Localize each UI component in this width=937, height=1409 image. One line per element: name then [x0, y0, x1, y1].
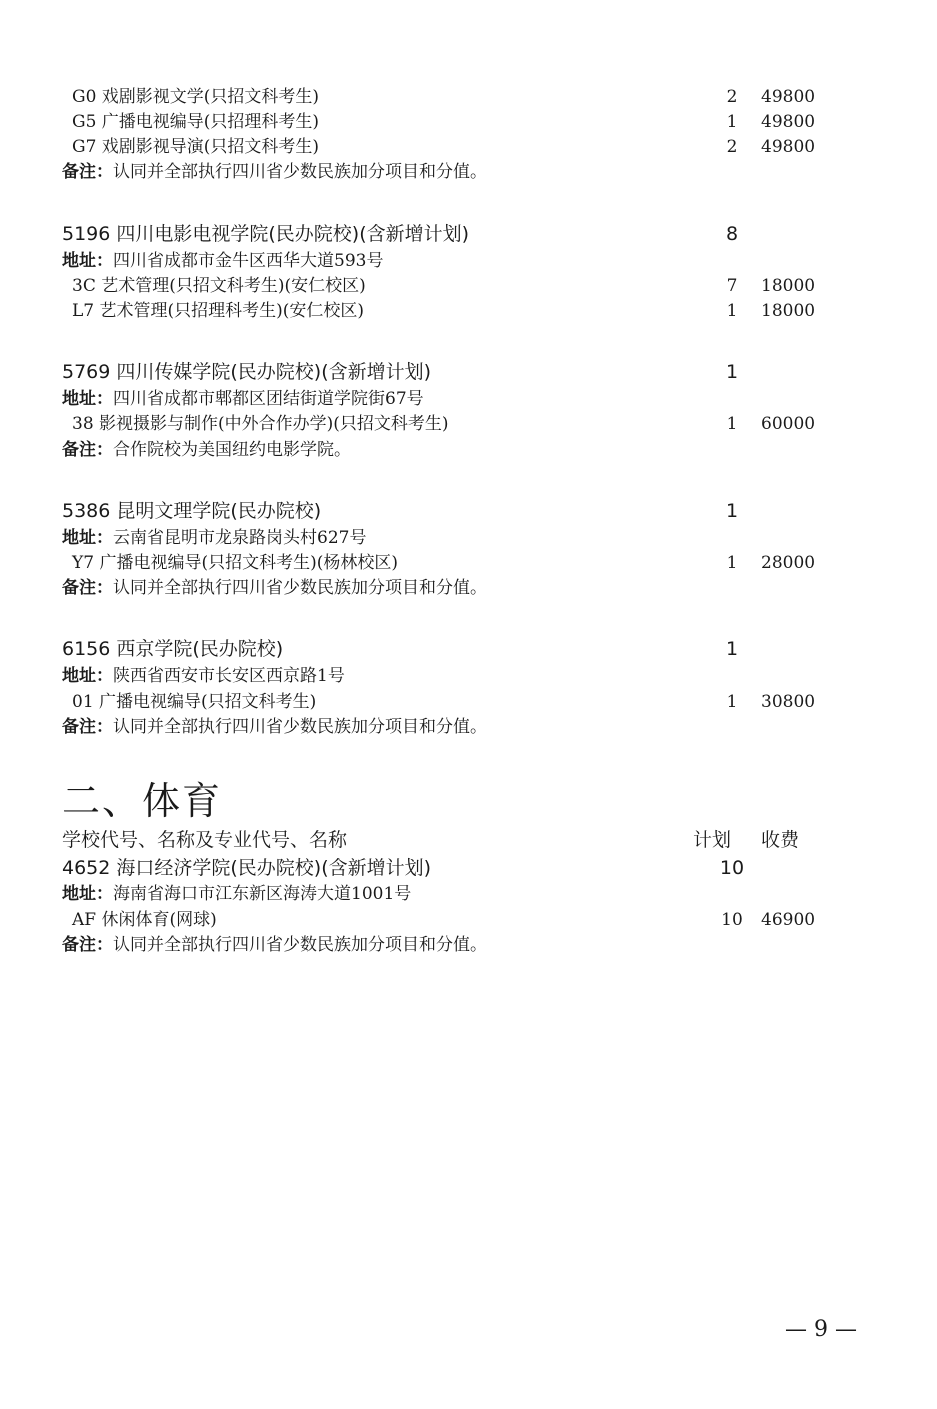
address-row	[0, 526, 937, 550]
section-heading: 二、体育	[62, 779, 223, 823]
school-header	[0, 637, 937, 661]
major-plan: 2	[726, 87, 738, 107]
note-row	[0, 933, 937, 957]
major-row	[0, 690, 937, 714]
note-text: 认同并全部执行四川省少数民族加分项目和分值。	[113, 935, 487, 955]
major-row	[0, 551, 937, 575]
major-row	[0, 274, 937, 298]
major-name: 01 广播电视编导(只招文科考生)	[72, 692, 317, 712]
major-fee: 18000	[761, 276, 816, 296]
school-header	[0, 856, 937, 880]
note-label: 备注：	[62, 717, 113, 737]
school-title: 5769 四川传媒学院(民办院校)(含新增计划)	[62, 361, 432, 383]
school-plan: 10	[719, 857, 745, 879]
school-header	[0, 222, 937, 246]
address-label: 地址：	[62, 666, 113, 686]
major-row	[0, 412, 937, 436]
note-row	[0, 160, 937, 184]
address-text: 四川省成都市金牛区西华大道593号	[113, 251, 384, 271]
major-name: 38 影视摄影与制作(中外合作办学)(只招文科考生)	[72, 414, 449, 434]
note-label: 备注：	[62, 440, 113, 460]
note-row	[0, 438, 937, 462]
note-label: 备注：	[62, 578, 113, 598]
address-text: 云南省昆明市龙泉路岗头村627号	[113, 528, 367, 548]
school-title: 6156 西京学院(民办院校)	[62, 638, 284, 660]
note-label: 备注：	[62, 162, 113, 182]
school-plan: 1	[725, 500, 739, 522]
major-plan: 2	[726, 137, 738, 157]
address-row	[0, 882, 937, 906]
address-text: 四川省成都市郫都区团结街道学院街67号	[113, 389, 424, 409]
school-plan: 8	[725, 223, 739, 245]
column-header-fee: 收费	[761, 829, 800, 851]
column-header-plan: 计划	[693, 829, 732, 851]
major-name: AF 休闲体育(网球)	[72, 910, 217, 930]
major-row	[0, 135, 937, 159]
major-plan: 1	[726, 301, 738, 321]
note-text: 认同并全部执行四川省少数民族加分项目和分值。	[113, 578, 487, 598]
major-name: Y7 广播电视编导(只招文科考生)(杨林校区)	[72, 553, 398, 573]
major-fee: 30800	[761, 692, 816, 712]
address-label: 地址：	[62, 389, 113, 409]
major-plan: 1	[726, 692, 738, 712]
address-text: 陕西省西安市长安区西京路1号	[113, 666, 345, 686]
major-fee: 28000	[761, 553, 816, 573]
address-text: 海南省海口市江东新区海涛大道1001号	[113, 884, 412, 904]
school-title: 4652 海口经济学院(民办院校)(含新增计划)	[62, 857, 432, 879]
note-text: 合作院校为美国纽约电影学院。	[113, 440, 351, 460]
major-row	[0, 110, 937, 134]
address-label: 地址：	[62, 251, 113, 271]
school-plan: 1	[725, 638, 739, 660]
major-plan: 10	[721, 910, 743, 930]
major-name: G7 戏剧影视导演(只招文科考生)	[72, 137, 320, 157]
school-title: 5196 四川电影电视学院(民办院校)(含新增计划)	[62, 223, 470, 245]
major-fee: 60000	[761, 414, 816, 434]
address-row	[0, 387, 937, 411]
school-plan: 1	[725, 361, 739, 383]
address-label: 地址：	[62, 528, 113, 548]
school-title: 5386 昆明文理学院(民办院校)	[62, 500, 322, 522]
major-fee: 18000	[761, 301, 816, 321]
address-label: 地址：	[62, 884, 113, 904]
major-name: G0 戏剧影视文学(只招文科考生)	[72, 87, 320, 107]
major-row	[0, 908, 937, 932]
major-fee: 49800	[761, 112, 816, 132]
column-header-name: 学校代号、名称及专业代号、名称	[62, 829, 348, 851]
major-row	[0, 85, 937, 109]
major-plan: 1	[726, 414, 738, 434]
note-label: 备注：	[62, 935, 113, 955]
major-plan: 1	[726, 112, 738, 132]
column-header	[0, 828, 937, 852]
major-name: 3C 艺术管理(只招文科考生)(安仁校区)	[72, 276, 366, 296]
page-number: — 9 —	[785, 1317, 857, 1342]
major-name: G5 广播电视编导(只招理科考生)	[72, 112, 320, 132]
school-header	[0, 499, 937, 523]
note-row	[0, 576, 937, 600]
major-fee: 49800	[761, 137, 816, 157]
major-fee: 46900	[761, 910, 816, 930]
note-text: 认同并全部执行四川省少数民族加分项目和分值。	[113, 162, 487, 182]
major-plan: 1	[726, 553, 738, 573]
major-row	[0, 299, 937, 323]
major-name: L7 艺术管理(只招理科考生)(安仁校区)	[72, 301, 365, 321]
school-header	[0, 360, 937, 384]
major-plan: 7	[726, 276, 738, 296]
address-row	[0, 664, 937, 688]
address-row	[0, 249, 937, 273]
note-text: 认同并全部执行四川省少数民族加分项目和分值。	[113, 717, 487, 737]
major-fee: 49800	[761, 87, 816, 107]
note-row	[0, 715, 937, 739]
